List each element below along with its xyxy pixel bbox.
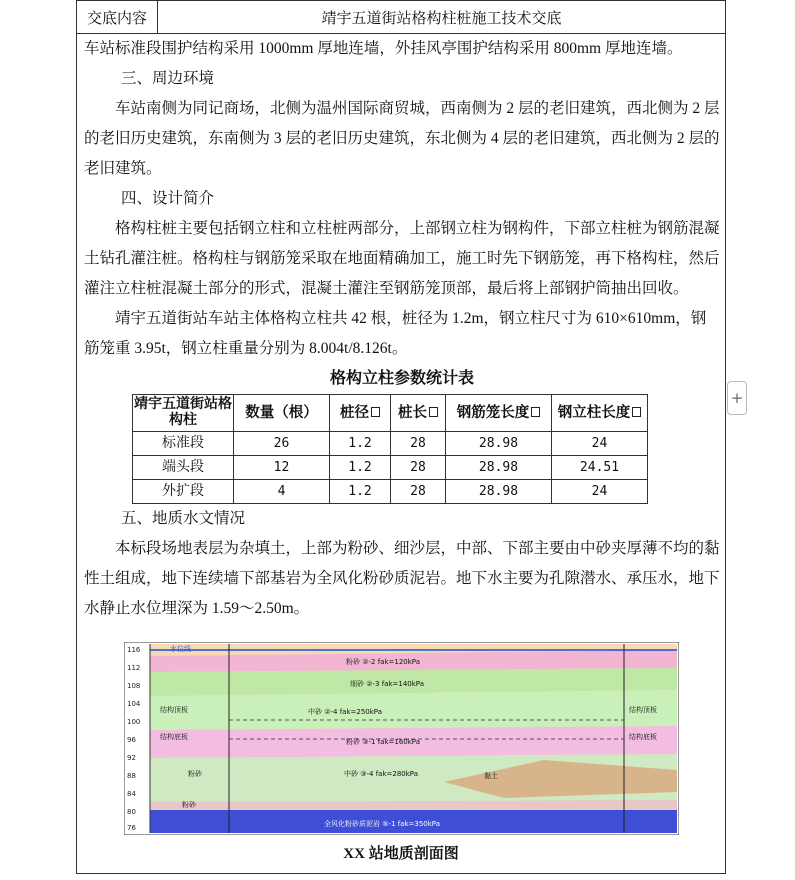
unit-box-icon — [632, 407, 641, 417]
table-row — [133, 456, 648, 480]
tick-label: 76 — [127, 824, 136, 832]
tick-label: 88 — [127, 772, 136, 780]
tick-label: 84 — [127, 790, 136, 798]
table-header-cell — [391, 395, 446, 432]
table-cell: 1.2 — [330, 432, 391, 456]
layer-label: 中砂 ②-4 fak=250kPa — [308, 708, 382, 716]
table-cell: 28 — [391, 480, 446, 504]
table-row — [133, 480, 648, 504]
layer-label: 粉砂 — [182, 801, 196, 809]
table-header-cell — [330, 395, 391, 432]
table-cell: 端头段 — [133, 456, 234, 480]
unit-box-icon — [429, 407, 438, 417]
paragraph-retaining-wall: 车站标准段围护结构采用 1000mm 厚地连墙，外挂风亭围护结构采用 800mm 厚地连墙。 — [84, 40, 683, 57]
table-header-cell: 靖宇五道街站格构柱 — [133, 395, 234, 432]
paragraph-design-1: 格构柱桩主要包括钢立柱和立柱桩两部分，上部钢立柱为钢构件，下部立柱桩为钢筋混凝土钻孔灌注桩。格构柱与钢筋笼采取在地面精确加工，施工时先下钢筋笼，再下格构柱，然后灌注立柱桩混凝土部分的形式，混凝土灌注至钢筋笼顶部，最后将上部钢护筒抽出回收。 — [84, 220, 720, 297]
section-heading-surroundings: 三、周边环境 — [121, 70, 215, 87]
table-cell: 标准段 — [133, 432, 234, 456]
table-cell: 28.98 — [446, 456, 552, 480]
paragraph-surroundings: 车站南侧为同记商场，北侧为温州国际商贸城，西南侧为 2 层的老旧建筑，西北侧为 2 层的老旧历史建筑，东南侧为 3 层的老旧历史建筑，东北侧为 4 层的老旧建筑，西北侧为 2 层的老旧建筑。 — [84, 100, 720, 177]
header-title: 靖宇五道街站格构柱桩施工技术交底 — [321, 8, 562, 27]
tick-label: 108 — [127, 682, 141, 690]
table-row — [133, 432, 648, 456]
header-text: 钢筋笼长度 — [456, 405, 530, 421]
section-heading-geology: 五、地质水文情况 — [121, 510, 246, 527]
parameter-table — [132, 394, 648, 504]
layer-label: 中砂 ③-4 fak=280kPa — [344, 770, 418, 778]
layer-label: 全风化粉砂质泥岩 ⑤-1 fak=350kPa — [324, 820, 440, 828]
layer-label: 黏土 — [484, 772, 498, 780]
paragraph-design-2: 靖宇五道街站车站主体格构立柱共 42 根，桩径为 1.2m，钢立柱尺寸为 610×610mm，钢筋笼重 3.95t，钢立柱重量分别为 8.004t/8.126t。 — [84, 310, 707, 357]
header-label: 交底内容 — [77, 1, 158, 33]
table-header-cell — [446, 395, 552, 432]
table-title: 格构立柱参数统计表 — [329, 370, 474, 387]
table-header-row — [133, 395, 648, 432]
document-body — [84, 34, 720, 624]
add-button[interactable]: + — [727, 381, 747, 415]
tick-label: 116 — [127, 646, 141, 654]
table-cell: 1.2 — [330, 480, 391, 504]
table-cell: 28 — [391, 432, 446, 456]
table-cell: 24 — [552, 480, 648, 504]
figure-caption: XX 站地质剖面图 — [343, 846, 459, 862]
table-cell: 28 — [391, 456, 446, 480]
geological-section-figure — [124, 642, 679, 835]
tick-label: 96 — [127, 736, 136, 744]
layer-label: 粉砂 ②-2 fak=120kPa — [346, 658, 420, 666]
table-header-cell — [552, 395, 648, 432]
unit-box-icon — [531, 407, 540, 417]
header-text: 钢立柱长度 — [557, 405, 631, 421]
section-heading-design: 四、设计简介 — [121, 190, 215, 207]
tick-label: 100 — [127, 718, 141, 726]
table-cell: 28.98 — [446, 480, 552, 504]
header-row — [76, 0, 726, 34]
top-plate-label-right: 结构顶板 — [629, 706, 657, 714]
table-cell: 26 — [234, 432, 330, 456]
tick-label: 112 — [127, 664, 141, 672]
water-line-label: 水位线 — [170, 645, 191, 653]
unit-box-icon — [371, 407, 380, 417]
tick-label: 80 — [127, 808, 136, 816]
paragraph-geology: 本标段场地表层为杂填土，上部为粉砂、细沙层，中部、下部主要由中砂夹厚薄不均的黏性土组成，地下连续墙下部基岩为全风化粉砂质泥岩。地下水主要为孔隙潜水、承压水，地下水静止水位埋深为 1.59～2.50m。 — [84, 540, 720, 617]
header-text: 桩长 — [398, 405, 427, 421]
header-text: 桩径 — [340, 405, 369, 421]
table-cell: 4 — [234, 480, 330, 504]
table-cell: 外扩段 — [133, 480, 234, 504]
table-cell: 1.2 — [330, 456, 391, 480]
tick-label: 92 — [127, 754, 136, 762]
table-header-cell: 数量（根） — [234, 395, 330, 432]
layer-label: 粉砂 — [188, 770, 202, 778]
bottom-plate-label: 结构底板 — [160, 733, 188, 741]
table-cell: 28.98 — [446, 432, 552, 456]
bottom-plate-label-right: 结构底板 — [629, 733, 657, 741]
table-cell: 24 — [552, 432, 648, 456]
top-plate-label: 结构顶板 — [160, 706, 188, 714]
table-cell: 12 — [234, 456, 330, 480]
table-cell: 24.51 — [552, 456, 648, 480]
tick-label: 104 — [127, 700, 141, 708]
layer-label: 细砂 ②-3 fak=140kPa — [350, 680, 424, 688]
layer-label: 粉砂 ③-1 fak=160kPa — [346, 738, 420, 746]
